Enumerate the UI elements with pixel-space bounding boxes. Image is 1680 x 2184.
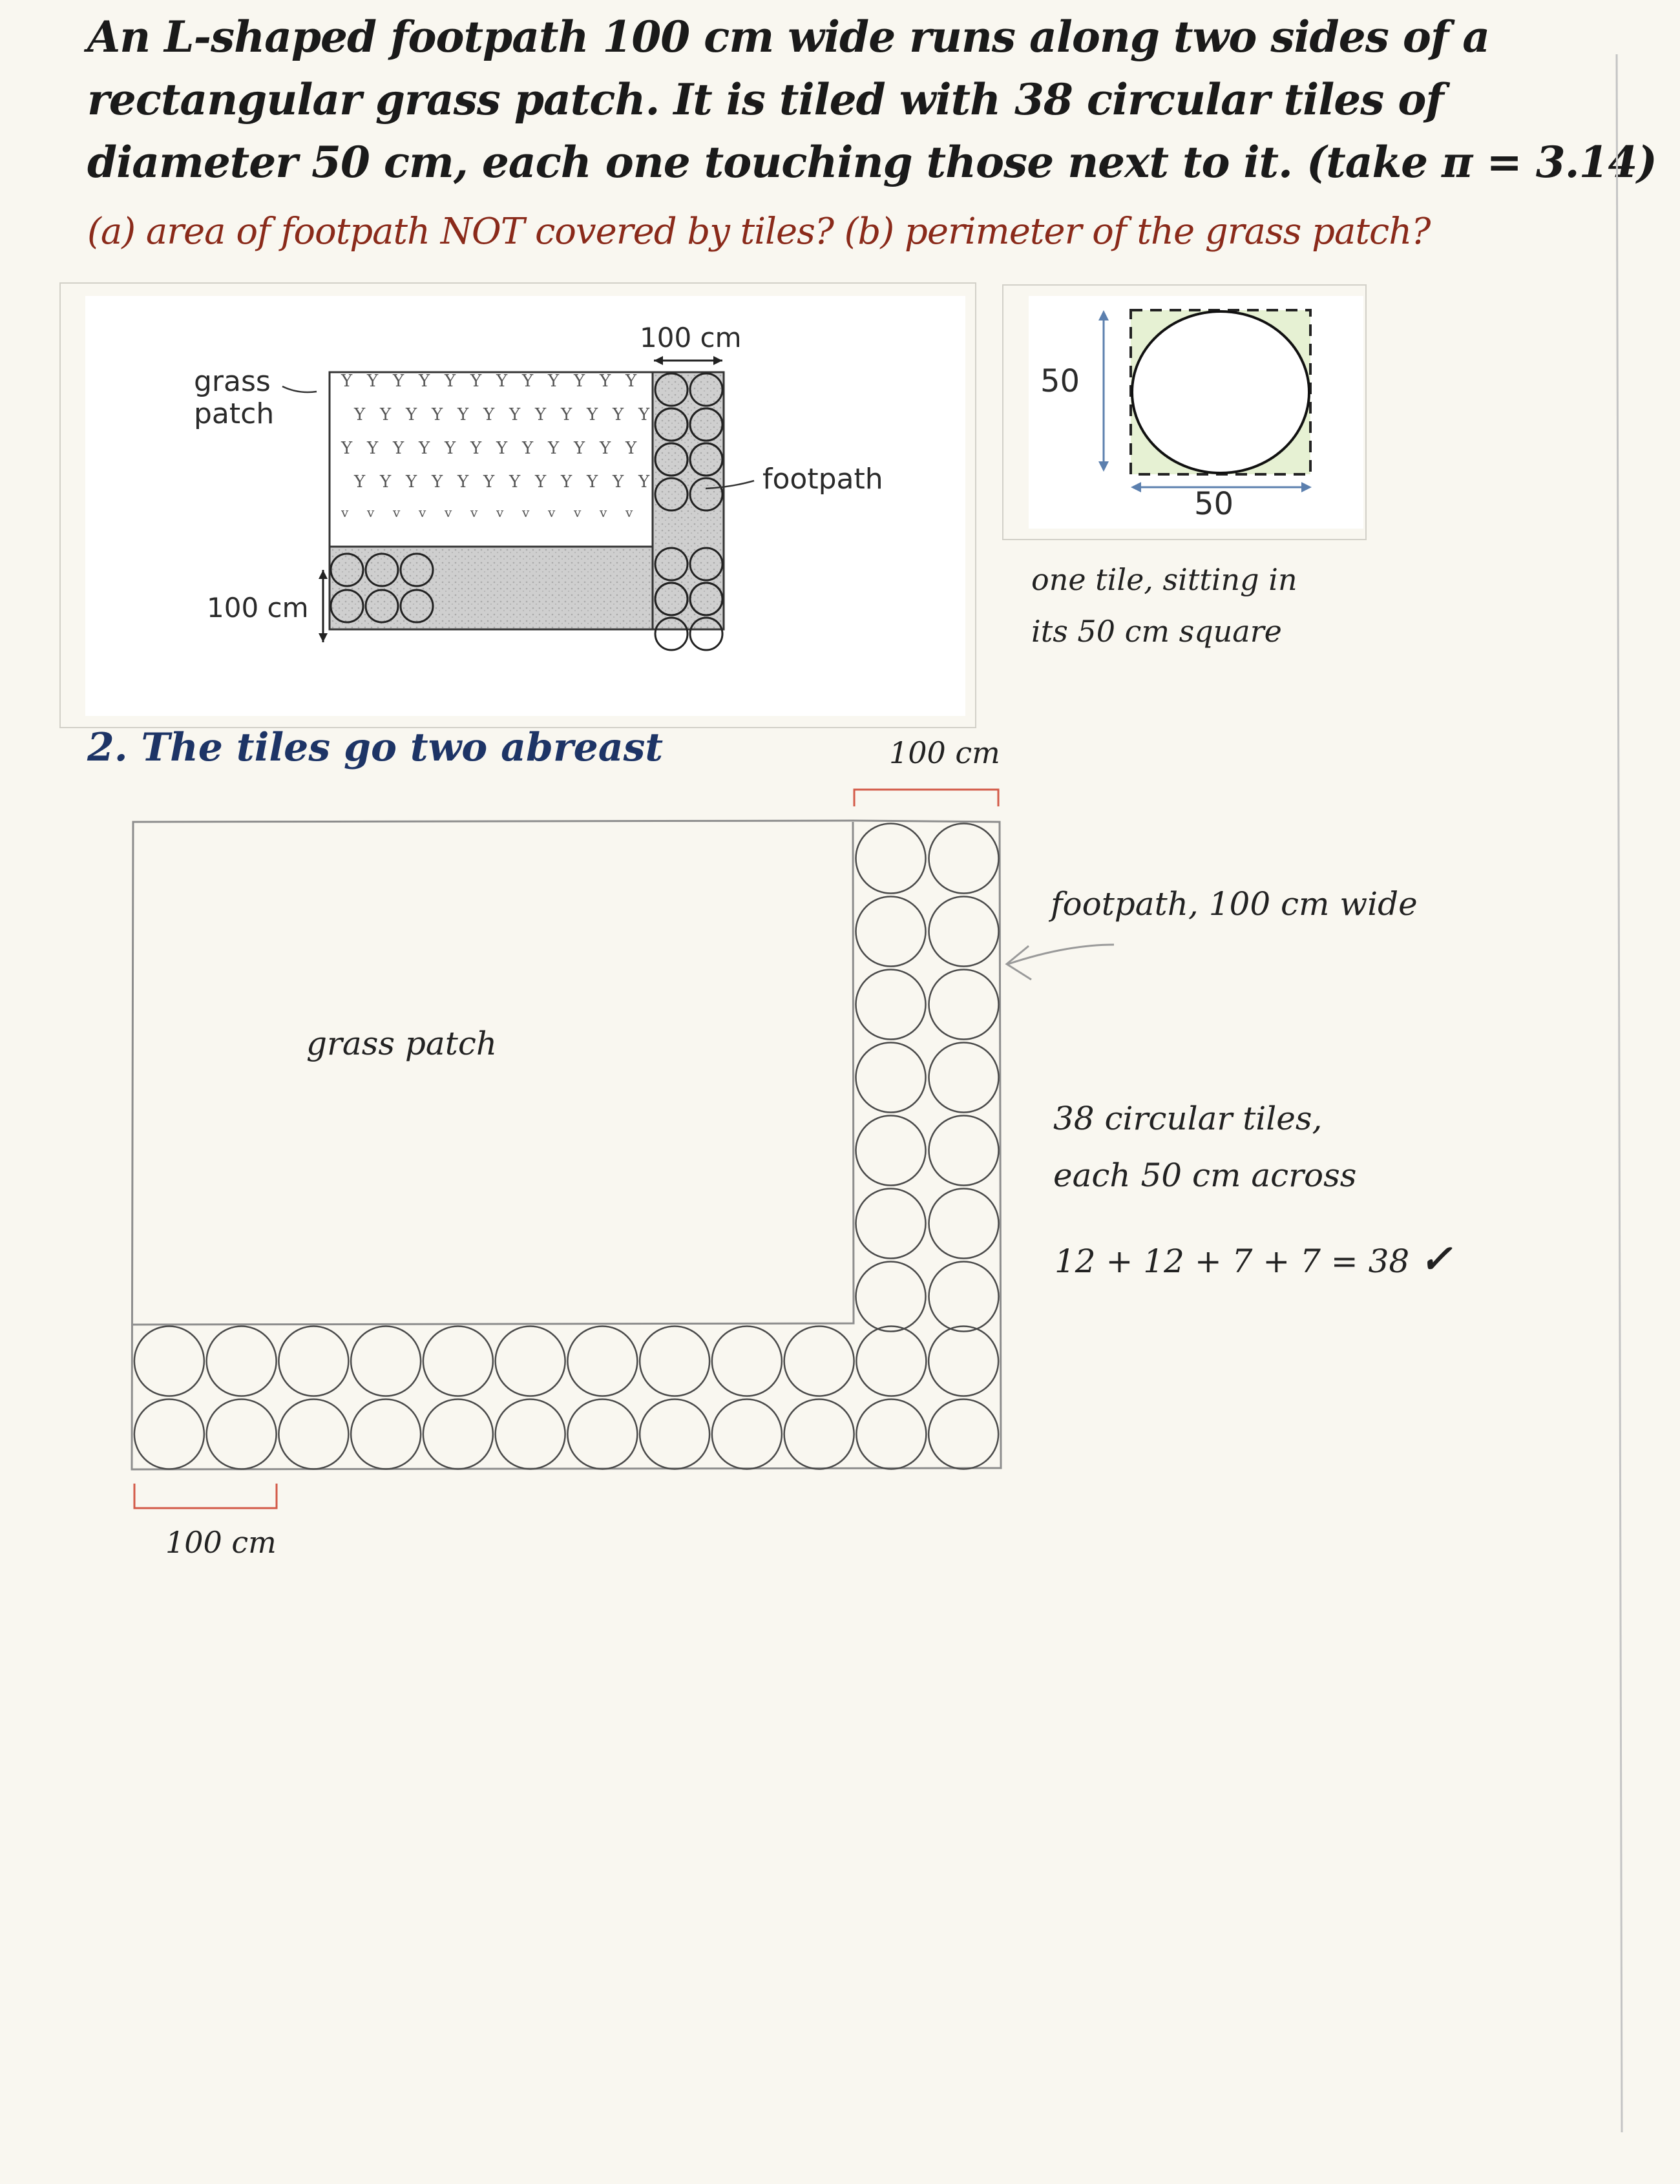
original-side-width-label: 100 cm xyxy=(207,592,309,624)
grass-mark-icon: v xyxy=(470,505,478,520)
sketch-tile xyxy=(712,1400,782,1469)
sketch-tile xyxy=(351,1400,421,1469)
grass-mark-icon: Y xyxy=(587,405,598,425)
grass-mark-icon: Y xyxy=(625,372,637,391)
grass-mark-icon: Y xyxy=(638,405,650,425)
sketch-tile xyxy=(856,970,926,1040)
grass-mark-icon: v xyxy=(445,505,452,520)
sketch-tile xyxy=(929,1116,999,1186)
sketch-tiles xyxy=(134,824,999,1469)
grass-mark-icon: Y xyxy=(522,439,534,458)
grass-mark-icon: v xyxy=(625,505,633,520)
sketch-tile xyxy=(423,1400,493,1469)
sketch-grass-label: grass patch xyxy=(306,1025,498,1062)
grass-mark-icon: Y xyxy=(341,372,353,391)
grass-mark-icon: Y xyxy=(613,472,624,492)
grass-mark-icon: Y xyxy=(483,405,495,425)
tile-bottom-label: 50 xyxy=(1194,486,1234,522)
sketch-tile xyxy=(856,1327,926,1396)
grass-mark-icon: v xyxy=(574,505,582,520)
grass-mark-icon: Y xyxy=(535,472,547,492)
sketch-tile xyxy=(207,1327,277,1396)
grass-mark-icon: v xyxy=(522,505,530,520)
grass-mark-icon: Y xyxy=(393,439,404,458)
grass-mark-icon: Y xyxy=(625,439,637,458)
grass-mark-icon: Y xyxy=(457,472,469,492)
sketch-tile xyxy=(423,1327,493,1396)
tile-caption-line-2: its 50 cm square xyxy=(1031,614,1282,649)
sketch-bottom-dimension-label: 100 cm xyxy=(165,1525,277,1560)
grass-mark-icon: Y xyxy=(509,472,521,492)
sketch-tile xyxy=(856,1043,926,1113)
question-line-1: An L-shaped footpath 100 cm wide runs along two sides of a xyxy=(87,12,1489,62)
sketch-tile xyxy=(856,1189,926,1259)
grass-mark-icon: Y xyxy=(561,472,572,492)
sketch-tile xyxy=(929,897,999,967)
sketch-tile xyxy=(929,1327,998,1396)
grass-mark-icon: v xyxy=(600,505,607,520)
grass-mark-icon: Y xyxy=(561,405,572,425)
sketch-tile xyxy=(640,1400,709,1469)
grass-mark-icon: Y xyxy=(432,405,443,425)
grass-mark-icon: Y xyxy=(354,472,366,492)
footpath-note: footpath, 100 cm wide xyxy=(1051,885,1418,923)
grass-mark-icon: Y xyxy=(535,405,547,425)
sketch-outline xyxy=(132,821,1001,1469)
sketch-tile xyxy=(351,1327,421,1396)
grass-mark-icon: Y xyxy=(380,472,392,492)
grass-mark-icon: Y xyxy=(613,405,624,425)
sketch-tile xyxy=(207,1400,277,1469)
tile-caption-line-1: one tile, sitting in xyxy=(1031,562,1297,597)
grass-mark-icon: Y xyxy=(445,372,456,391)
grass-mark-icon: Y xyxy=(380,405,392,425)
page-margin-line xyxy=(1617,54,1622,2132)
sketch-top-dimension-label: 100 cm xyxy=(889,735,1000,770)
sketch-tile xyxy=(496,1327,565,1396)
sketch-tile xyxy=(134,1327,204,1396)
grass-mark-icon: Y xyxy=(548,372,560,391)
grass-mark-icon: Y xyxy=(406,472,417,492)
original-grass-label: grass patch xyxy=(194,365,275,430)
grass-mark-icon: v xyxy=(548,505,556,520)
grass-mark-icon: Y xyxy=(548,439,560,458)
grass-mark-icon: Y xyxy=(522,372,534,391)
tiles-note-line-2: each 50 cm across xyxy=(1053,1157,1357,1194)
question-line-3: diameter 50 cm, each one touching those next to it. (take π = 3.14) xyxy=(87,137,1657,187)
original-footpath-label: footpath xyxy=(762,463,883,496)
question-line-2: rectangular grass patch. It is tiled with 38 circular tiles of xyxy=(87,74,1444,125)
grass-mark-icon: Y xyxy=(638,472,650,492)
sketch-tile xyxy=(784,1400,854,1469)
sketch-tile xyxy=(929,1043,999,1113)
step-heading: 2. The tiles go two abreast xyxy=(87,725,664,770)
sketch-tile xyxy=(134,1400,204,1469)
grass-mark-icon: Y xyxy=(574,439,585,458)
grass-mark-icon: v xyxy=(393,505,401,520)
footpath-arrow xyxy=(1008,945,1114,964)
original-top-width-label: 100 cm xyxy=(640,322,742,353)
sketch-tile xyxy=(929,824,999,894)
grass-mark-icon: Y xyxy=(419,439,430,458)
grass-mark-icon: Y xyxy=(419,372,430,391)
grass-mark-icon: Y xyxy=(496,439,508,458)
question-asks: (a) area of footpath NOT covered by tiles? (b) perimeter of the grass patch? xyxy=(87,211,1431,253)
count-equation: 12 + 12 + 7 + 7 = 38 xyxy=(1055,1243,1410,1280)
grass-mark-icon: Y xyxy=(367,439,379,458)
bottom-dimension-bracket xyxy=(134,1484,277,1508)
grass-mark-icon: Y xyxy=(496,372,508,391)
grass-mark-icon: v xyxy=(419,505,426,520)
sketch-tile xyxy=(929,1262,999,1332)
sketch-tile xyxy=(856,824,926,894)
grass-mark-icon: v xyxy=(367,505,375,520)
grass-mark-icon: Y xyxy=(406,405,417,425)
grass-mark-icon: Y xyxy=(367,372,379,391)
grass-mark-icon: v xyxy=(341,505,349,520)
grass-mark-icon: Y xyxy=(600,439,611,458)
grass-mark-icon: Y xyxy=(587,472,598,492)
grass-mark-icon: Y xyxy=(600,372,611,391)
grass-mark-icon: Y xyxy=(574,372,585,391)
grass-mark-icon: Y xyxy=(470,372,482,391)
sketch-tile xyxy=(712,1327,782,1396)
grass-mark-icon: Y xyxy=(341,439,353,458)
check-mark-icon: ✓ xyxy=(1420,1237,1453,1282)
sketch-tile xyxy=(929,1400,998,1469)
sketch-tile xyxy=(856,1262,926,1332)
tile-side-label: 50 xyxy=(1040,363,1080,399)
grass-mark-icon: Y xyxy=(457,405,469,425)
grass-mark-icon: Y xyxy=(393,372,404,391)
grass-mark-icon: v xyxy=(496,505,504,520)
top-dimension-bracket xyxy=(854,790,998,806)
grass-mark-icon: Y xyxy=(483,472,495,492)
grass-mark-icon: Y xyxy=(354,405,366,425)
sketch-tile xyxy=(784,1327,854,1396)
sketch-tile xyxy=(567,1400,637,1469)
sketch-tile xyxy=(856,1116,926,1186)
sketch-tile xyxy=(278,1400,348,1469)
grass-mark-icon: Y xyxy=(432,472,443,492)
sketch-tile xyxy=(856,1400,926,1469)
sketch-tile xyxy=(640,1327,709,1396)
count-check xyxy=(1055,1237,1452,1282)
sketch-tile xyxy=(567,1327,637,1396)
grass-inner-edge xyxy=(133,822,854,1325)
sketch-tile xyxy=(278,1327,348,1396)
grass-mark-icon: Y xyxy=(509,405,521,425)
sketch-tile xyxy=(856,897,926,967)
tiles-note-line-1: 38 circular tiles, xyxy=(1053,1100,1323,1137)
grass-mark-icon: Y xyxy=(470,439,482,458)
grass-mark-icon: Y xyxy=(445,439,456,458)
sketch-tile xyxy=(929,970,999,1040)
sketch-tile xyxy=(929,1189,999,1259)
sketch-tile xyxy=(496,1400,565,1469)
